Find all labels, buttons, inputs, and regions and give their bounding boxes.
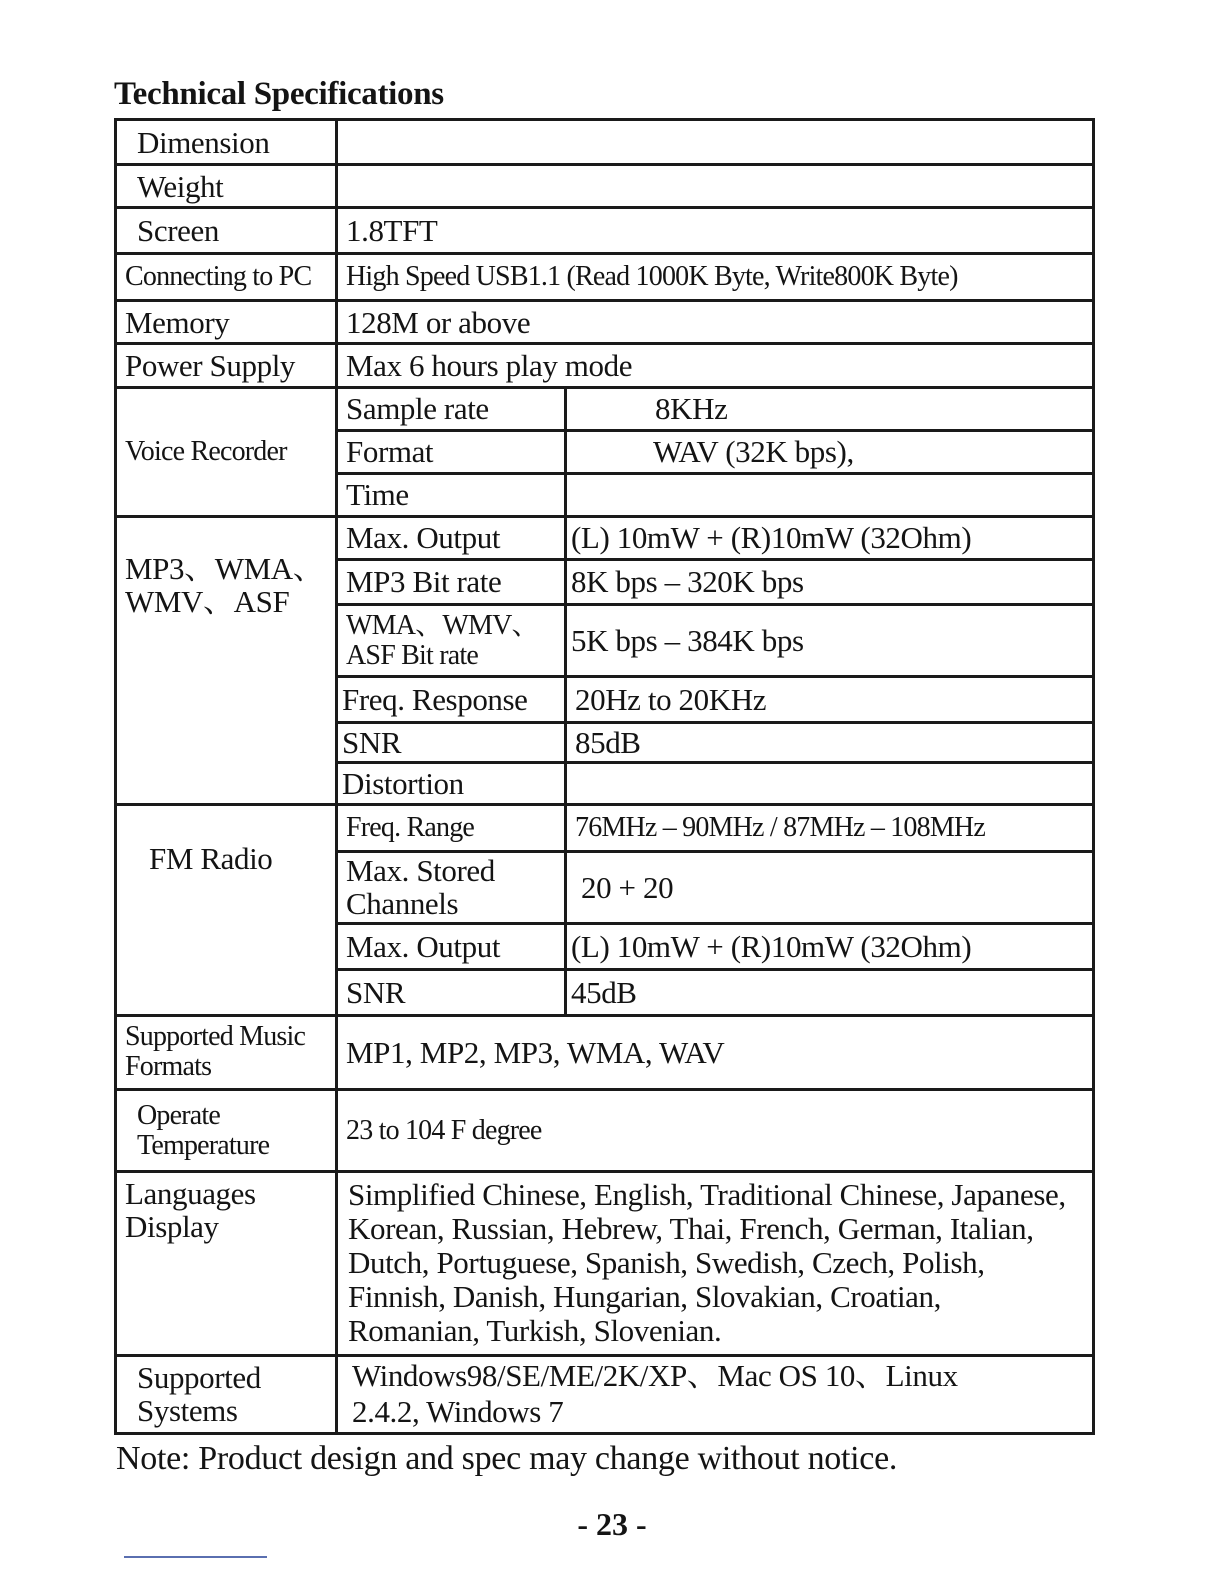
spec-sublabel-sample-rate: Sample rate bbox=[337, 387, 566, 430]
spec-value-snr: 85dB bbox=[566, 723, 1094, 763]
spec-value-temperature: 23 to 104 F degree bbox=[337, 1090, 1094, 1172]
table-row bbox=[116, 208, 1094, 254]
spec-table bbox=[114, 118, 1095, 1435]
spec-label-screen: Screen bbox=[116, 208, 337, 254]
spec-label-connecting: Connecting to PC bbox=[116, 254, 337, 301]
spec-value-freq-response: 20Hz to 20KHz bbox=[566, 677, 1094, 723]
table-row bbox=[116, 165, 1094, 208]
spec-label-memory: Memory bbox=[116, 301, 337, 344]
spec-label-music-formats: Supported Music Formats bbox=[116, 1015, 337, 1089]
spec-sublabel-freq-range: Freq. Range bbox=[337, 805, 566, 851]
table-row bbox=[116, 1090, 1094, 1172]
spec-sublabel-fm-snr: SNR bbox=[337, 969, 566, 1015]
spec-value-power: Max 6 hours play mode bbox=[337, 344, 1094, 387]
table-row bbox=[116, 344, 1094, 387]
spec-value-distortion bbox=[566, 763, 1094, 805]
spec-value-max-output: (L) 10mW + (R)10mW (32Ohm) bbox=[566, 516, 1094, 559]
table-row bbox=[116, 1015, 1094, 1089]
spec-sublabel-stored-channels: Max. Stored Channels bbox=[337, 851, 566, 923]
spec-label-dimension: Dimension bbox=[116, 120, 337, 165]
spec-value-freq-range: 76MHz – 90MHz / 87MHz – 108MHz bbox=[566, 805, 1094, 851]
table-row bbox=[116, 1172, 1094, 1355]
spec-label-languages: Languages Display bbox=[116, 1172, 337, 1355]
spec-value-mp3-bitrate: 8K bps – 320K bps bbox=[566, 559, 1094, 604]
spec-label-voice-recorder: Voice Recorder bbox=[116, 387, 337, 516]
spec-sublabel-format: Format bbox=[337, 430, 566, 473]
spec-label-weight: Weight bbox=[116, 165, 337, 208]
spec-value-connecting: High Speed USB1.1 (Read 1000K Byte, Write800K Byte) bbox=[337, 254, 1094, 301]
spec-value-fm-snr: 45dB bbox=[566, 969, 1094, 1015]
spec-sublabel-wma-bitrate: WMA、WMV、ASF Bit rate bbox=[337, 605, 566, 677]
table-row bbox=[116, 387, 1094, 430]
spec-label-power: Power Supply bbox=[116, 344, 337, 387]
table-row bbox=[116, 120, 1094, 165]
spec-value-fm-max-output: (L) 10mW + (R)10mW (32Ohm) bbox=[566, 923, 1094, 969]
spec-value-music-formats: MP1, MP2, MP3, WMA, WAV bbox=[337, 1015, 1094, 1089]
spec-value-dimension bbox=[337, 120, 1094, 165]
spec-sublabel-mp3-bitrate: MP3 Bit rate bbox=[337, 559, 566, 604]
page-number: - 23 - bbox=[577, 1506, 647, 1542]
spec-sublabel-max-output: Max. Output bbox=[337, 516, 566, 559]
spec-value-systems: Windows98/SE/ME/2K/XP、Mac OS 10、Linux 2.4.2, Windows 7 bbox=[337, 1355, 1094, 1433]
spec-label-systems: Supported Systems bbox=[116, 1355, 337, 1433]
spec-label-temperature: Operate Temperature bbox=[116, 1090, 337, 1172]
table-row bbox=[116, 805, 1094, 851]
spec-label-mp3-wma: MP3、WMA、WMV、ASF bbox=[116, 516, 337, 805]
spec-value-memory: 128M or above bbox=[337, 301, 1094, 344]
table-row bbox=[116, 254, 1094, 301]
spec-value-format: WAV (32K bps), bbox=[566, 430, 1094, 473]
table-row bbox=[116, 516, 1094, 559]
spec-sublabel-snr: SNR bbox=[337, 723, 566, 763]
footer-divider bbox=[124, 1556, 267, 1558]
spec-value-languages: Simplified Chinese, English, Traditional Chinese, Japanese, Korean, Russian, Hebrew, Thai, French, German, Italian, Dutch, Portuguese, Spanish, Swedish, Czech, Polish, Finnish, Danish, Hungarian, Slovakian, Croatian, Romanian, Turkish, Slovenian. bbox=[337, 1172, 1094, 1355]
spec-value-wma-bitrate: 5K bps – 384K bps bbox=[566, 605, 1094, 677]
spec-sublabel-freq-response: Freq. Response bbox=[337, 677, 566, 723]
spec-value-sample-rate: 8KHz bbox=[566, 387, 1094, 430]
page-title: Technical Specifications bbox=[114, 76, 444, 112]
spec-value-stored-channels: 20 + 20 bbox=[566, 851, 1094, 923]
disclaimer-note: Note: Product design and spec may change without notice. bbox=[116, 1440, 898, 1477]
spec-value-screen: 1.8TFT bbox=[337, 208, 1094, 254]
spec-sublabel-fm-max-output: Max. Output bbox=[337, 923, 566, 969]
spec-sublabel-time: Time bbox=[337, 473, 566, 516]
spec-value-weight bbox=[337, 165, 1094, 208]
spec-value-time bbox=[566, 473, 1094, 516]
spec-sublabel-distortion: Distortion bbox=[337, 763, 566, 805]
spec-label-fm-radio: FM Radio bbox=[116, 805, 337, 1015]
table-row bbox=[116, 301, 1094, 344]
table-row bbox=[116, 1355, 1094, 1433]
